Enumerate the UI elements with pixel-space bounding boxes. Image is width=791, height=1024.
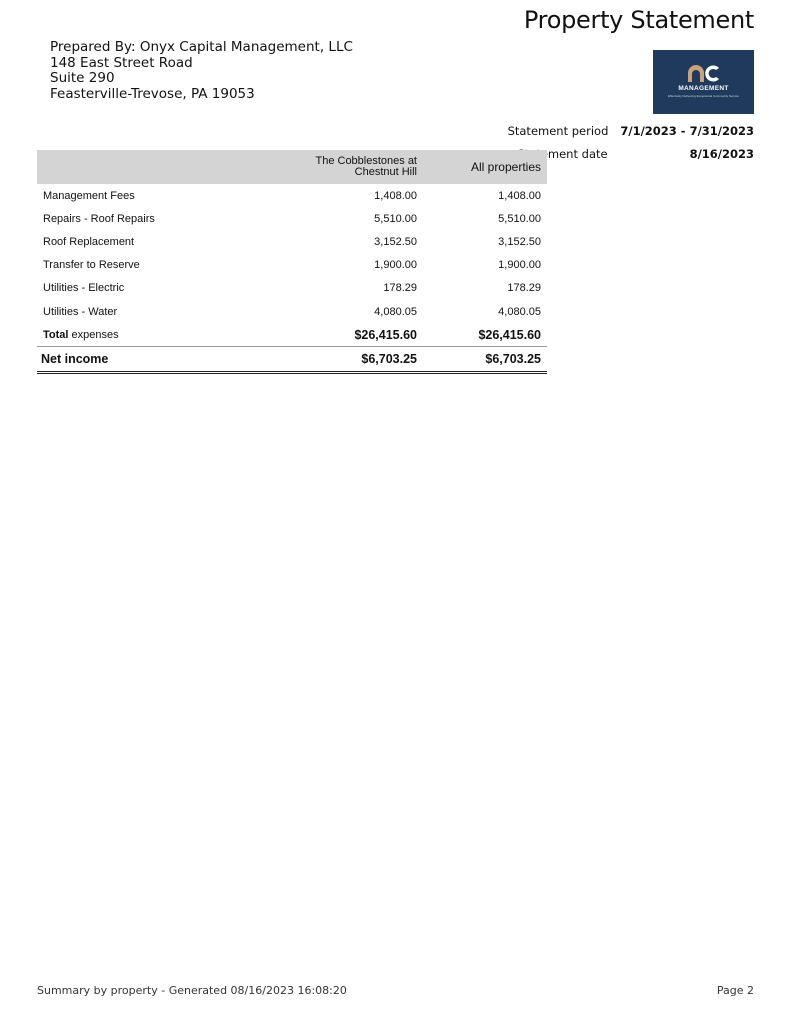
row-label: Utilities - Electric — [43, 282, 125, 295]
address-line-2: Suite 290 — [50, 70, 115, 86]
total-label-bold: Total — [43, 328, 69, 341]
row-property-value: 5,510.00 — [374, 212, 417, 225]
logo-brand-text: MANAGEMENT — [678, 85, 729, 92]
total-expenses-row — [37, 323, 547, 347]
table-row — [37, 300, 547, 323]
statement-period-value: 7/1/2023 - 7/31/2023 — [620, 124, 754, 138]
net-income-row — [37, 347, 547, 373]
row-label: Utilities - Water — [43, 305, 118, 318]
address-line-1: 148 East Street Road — [50, 54, 193, 71]
row-property-value: 1,900.00 — [374, 259, 417, 272]
net-income-all-value: $6,703.25 — [423, 347, 547, 373]
total-label — [37, 323, 291, 347]
table-row — [37, 254, 547, 277]
prepared-by: Prepared By: Onyx Capital Management, LLC — [50, 39, 353, 55]
row-all-value: 4,080.05 — [498, 305, 541, 318]
company-logo — [653, 50, 754, 114]
table-row — [37, 207, 547, 230]
row-property-value: 1,408.00 — [374, 189, 417, 202]
address-line-3: Feasterville-Trevose, PA 19053 — [50, 85, 255, 102]
row-all-value: 1,408.00 — [498, 189, 541, 202]
row-all-value: 1,900.00 — [498, 259, 541, 272]
net-income-label: Net income — [37, 347, 291, 373]
statement-period-row — [508, 124, 754, 147]
logo-tagline: Effectively Delivering Exceptional Community Service — [668, 94, 739, 98]
header-all-properties-col: All properties — [470, 160, 541, 174]
table-header-row — [37, 150, 547, 184]
row-label: Repairs - Roof Repairs — [43, 212, 155, 225]
row-label: Roof Replacement — [43, 235, 135, 248]
header-label-col — [37, 150, 291, 184]
statement-table — [37, 150, 547, 374]
footer-page-number: Page 2 — [716, 984, 754, 997]
row-property-value: 4,080.05 — [374, 305, 417, 318]
row-all-value: 178.29 — [507, 282, 541, 295]
logo-mark-icon — [686, 62, 722, 84]
statement-date-label: Statement date — [517, 147, 608, 161]
table-row — [37, 277, 547, 300]
total-property-value: $26,415.60 — [354, 327, 417, 342]
total-label-rest: expenses — [71, 328, 119, 341]
company-address-block — [50, 40, 353, 102]
row-property-value: 3,152.50 — [374, 235, 417, 248]
row-label: Transfer to Reserve — [43, 259, 140, 272]
header-property-col: The Cobblestones at Chestnut Hill — [315, 155, 417, 178]
row-property-value: 178.29 — [383, 282, 417, 295]
page-title: Property Statement — [523, 6, 754, 34]
row-label: Management Fees — [43, 189, 135, 202]
total-all-value: $26,415.60 — [478, 327, 541, 342]
statement-date-value: 8/16/2023 — [689, 147, 754, 161]
table-row — [37, 184, 547, 207]
table-row — [37, 230, 547, 253]
net-income-property-value: $6,703.25 — [291, 347, 423, 373]
row-all-value: 5,510.00 — [498, 212, 541, 225]
footer-generated-note: Summary by property - Generated 08/16/2023 16:08:20 — [37, 984, 347, 997]
row-all-value: 3,152.50 — [498, 235, 541, 248]
statement-period-label: Statement period — [507, 124, 609, 138]
